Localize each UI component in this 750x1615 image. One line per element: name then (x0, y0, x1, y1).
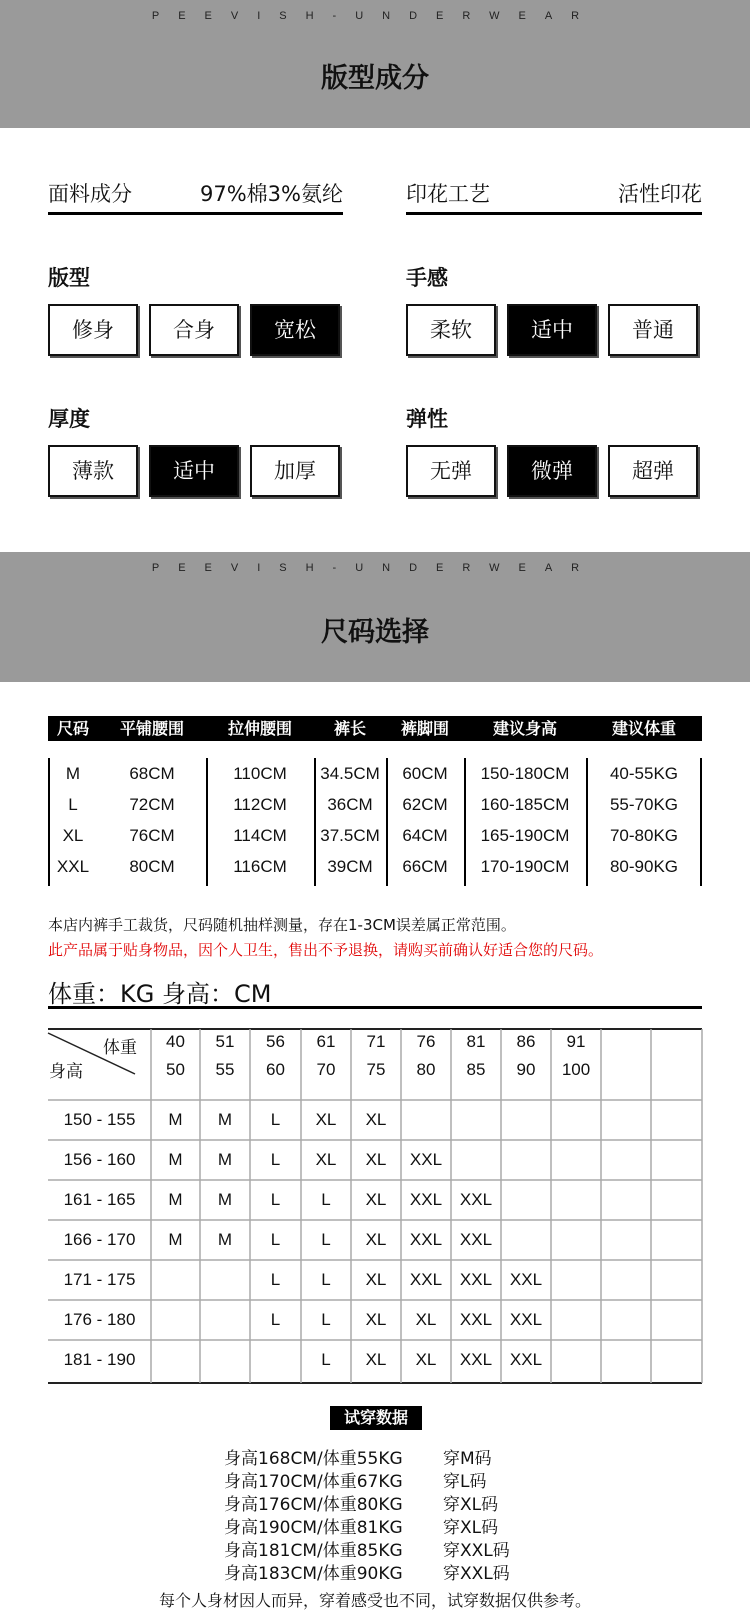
size-cell: 36CM (327, 795, 373, 814)
tryon-measure: 身高181CM/体重85KG (224, 1541, 403, 1561)
grid-weight-from: 81 (466, 1032, 486, 1051)
grid-size-cell: XL (365, 1230, 387, 1249)
grid-height-label: 176 - 180 (63, 1310, 136, 1329)
grid-size-cell: XXL (509, 1350, 543, 1369)
grid-weight-from: 91 (566, 1032, 586, 1051)
fabric-value: 97%棉3%氨纶 (200, 182, 343, 206)
grid-size-cell: M (168, 1190, 183, 1209)
tryon-size: 穿L码 (443, 1472, 487, 1492)
thickness-option-1[interactable]: 适中 (149, 445, 239, 497)
grid-weight-to: 100 (561, 1060, 591, 1079)
tryon-measure: 身高190CM/体重81KG (224, 1518, 403, 1538)
grid-weight-to: 80 (416, 1060, 436, 1079)
grid-size-cell: L (270, 1150, 281, 1169)
fit-label: 版型 (48, 266, 90, 290)
grid-height-label: 156 - 160 (63, 1150, 136, 1169)
grid-size-cell: M (217, 1150, 233, 1169)
grid-size-cell: XL (365, 1110, 387, 1129)
grid-size-cell: XL (365, 1350, 387, 1369)
grid-weight-from: 56 (266, 1032, 285, 1051)
size-cell: 34.5CM (320, 764, 380, 783)
size-header-6: 建议体重 (611, 719, 676, 738)
grid-size-cell: L (270, 1310, 281, 1329)
size-cell: XXL (56, 857, 90, 876)
feel-option-1[interactable]: 适中 (507, 304, 597, 356)
grid-size-cell: XXL (459, 1310, 493, 1329)
grid-size-cell: L (270, 1230, 281, 1249)
elasticity-option-2[interactable]: 超弹 (608, 445, 698, 497)
tryon-title: 试穿数据 (330, 1406, 422, 1430)
fit-option-1[interactable]: 合身 (149, 304, 239, 356)
grid-weight-from: 51 (215, 1032, 235, 1051)
grid-height-label: 166 - 170 (63, 1230, 136, 1249)
size-cell: 114CM (233, 826, 287, 845)
size-cell: 165-190CM (480, 826, 570, 845)
size-header-3: 裤长 (333, 719, 366, 738)
size-cell: 66CM (402, 857, 448, 876)
size-cell: 160-185CM (480, 795, 570, 814)
size-cell: 40-55KG (609, 764, 679, 783)
size-cell: M (65, 764, 81, 783)
print-label: 印花工艺 (406, 182, 490, 206)
grid-size-cell: M (217, 1230, 233, 1249)
size-cell: 112CM (233, 795, 287, 814)
grid-size-cell: M (168, 1230, 183, 1249)
thickness-label: 厚度 (48, 407, 90, 431)
grid-size-cell: XXL (409, 1230, 443, 1249)
grid-size-cell: M (168, 1110, 183, 1129)
size-cell: 37.5CM (320, 826, 380, 845)
size-cell: 80-90KG (609, 857, 679, 876)
size-header-4: 裤脚围 (400, 719, 449, 738)
grid-size-cell: L (321, 1270, 331, 1289)
grid-size-cell: L (270, 1270, 281, 1289)
grid-size-cell: XL (365, 1150, 387, 1169)
feel-option-2[interactable]: 普通 (608, 304, 698, 356)
size-cell: 62CM (402, 795, 448, 814)
tryon-measure: 身高183CM/体重90KG (224, 1564, 403, 1584)
grid-size-cell: XL (415, 1350, 437, 1369)
size-cell: 60CM (402, 764, 448, 783)
grid-size-cell: XXL (509, 1270, 543, 1289)
feel-label: 手感 (406, 266, 448, 290)
size-cell: 150-180CM (480, 764, 570, 783)
grid-size-cell: M (168, 1150, 183, 1169)
grid-size-cell: XXL (459, 1190, 493, 1209)
size-cell: L (68, 795, 78, 814)
grid-size-cell: M (217, 1190, 233, 1209)
grid-weight-to: 55 (215, 1060, 235, 1079)
grid-corner-height: 身高 (49, 1062, 83, 1081)
grid-weight-from: 76 (416, 1032, 436, 1051)
grid-size-cell: XL (315, 1110, 337, 1129)
return-policy-note: 此产品属于贴身物品，因个人卫生，售出不予退换，请购买前确认好适合您的尺码。 (48, 941, 604, 959)
elasticity-label: 弹性 (406, 407, 448, 431)
fit-option-0[interactable]: 修身 (48, 304, 138, 356)
size-cell: 110CM (233, 764, 287, 783)
thickness-option-0[interactable]: 薄款 (48, 445, 138, 497)
size-header-5: 建议身高 (492, 719, 557, 738)
grid-size-cell: XL (315, 1150, 337, 1169)
grid-size-cell: XXL (409, 1190, 443, 1209)
tryon-measure: 身高176CM/体重80KG (224, 1495, 403, 1515)
grid-size-cell: XXL (459, 1230, 493, 1249)
print-value: 活性印花 (618, 182, 702, 206)
grid-size-cell: L (270, 1190, 281, 1209)
measurement-note: 本店内裤手工裁货，尺码随机抽样测量，存在1-3CM误差属正常范围。 (48, 916, 516, 934)
size-header-0: 尺码 (56, 719, 89, 738)
grid-size-cell: XXL (409, 1150, 443, 1169)
grid-size-cell: XL (365, 1310, 387, 1329)
grid-size-cell: XXL (409, 1270, 443, 1289)
grid-weight-to: 60 (266, 1060, 285, 1079)
unit-line: 体重：KG 身高：CM (48, 974, 702, 1009)
size-cell: 55-70KG (609, 795, 679, 814)
size-cell: XL (62, 826, 84, 845)
grid-weight-to: 90 (516, 1060, 536, 1079)
grid-size-cell: L (321, 1350, 331, 1369)
grid-weight-from: 61 (316, 1032, 336, 1051)
grid-height-label: 181 - 190 (63, 1350, 136, 1369)
brand-text-2: PEEVISH-UNDERWEAR (151, 562, 599, 574)
fabric-label: 面料成分 (48, 182, 132, 206)
grid-size-cell: XL (365, 1270, 387, 1289)
thickness-option-2[interactable]: 加厚 (250, 445, 340, 497)
grid-size-cell: XXL (459, 1350, 493, 1369)
size-cell: 70-80KG (609, 826, 679, 845)
size-header-1: 平铺腰围 (119, 719, 184, 738)
grid-weight-from: 40 (166, 1032, 185, 1051)
size-cell: 80CM (129, 857, 175, 876)
grid-size-cell: L (321, 1190, 331, 1209)
tryon-size: 穿XXL码 (443, 1564, 510, 1584)
tryon-size: 穿XXL码 (443, 1541, 510, 1561)
brand-text: PEEVISH-UNDERWEAR (151, 10, 599, 22)
tryon-size: 穿M码 (443, 1449, 492, 1469)
grid-size-cell: XL (415, 1310, 437, 1329)
grid-height-label: 150 - 155 (63, 1110, 136, 1129)
feel-option-0[interactable]: 柔软 (406, 304, 496, 356)
tryon-size: 穿XL码 (443, 1518, 499, 1538)
grid-size-cell: L (321, 1310, 331, 1329)
grid-weight-to: 50 (166, 1060, 185, 1079)
grid-height-label: 171 - 175 (63, 1270, 136, 1289)
grid-weight-to: 70 (316, 1060, 336, 1079)
grid-weight-to: 85 (466, 1060, 486, 1079)
grid-size-cell: L (270, 1110, 281, 1129)
tryon-footer: 每个人身材因人而异，穿着感受也不同，试穿数据仅供参考。 (158, 1591, 591, 1610)
size-header-2: 拉伸腰围 (227, 719, 292, 738)
tryon-measure: 身高170CM/体重67KG (224, 1472, 403, 1492)
size-cell: 170-190CM (480, 857, 570, 876)
grid-weight-from: 71 (366, 1032, 386, 1051)
grid-height-label: 161 - 165 (63, 1190, 136, 1209)
grid-size-cell: XXL (459, 1270, 493, 1289)
section-title-size: 尺码选择 (321, 617, 429, 648)
elasticity-option-1[interactable]: 微弹 (507, 445, 597, 497)
grid-size-cell: XXL (509, 1310, 543, 1329)
size-cell: 76CM (129, 826, 175, 845)
size-cell: 64CM (402, 826, 448, 845)
elasticity-option-0[interactable]: 无弹 (406, 445, 496, 497)
grid-corner-weight: 体重 (103, 1038, 137, 1057)
grid-size-cell: L (321, 1230, 331, 1249)
grid-size-cell: XL (365, 1190, 387, 1209)
size-cell: 68CM (129, 764, 175, 783)
grid-weight-to: 75 (366, 1060, 386, 1079)
grid-size-cell: M (217, 1110, 233, 1129)
tryon-size: 穿XL码 (443, 1495, 499, 1515)
grid-weight-from: 86 (516, 1032, 536, 1051)
size-cell: 116CM (233, 857, 287, 876)
size-cell: 39CM (327, 857, 373, 876)
fit-option-2[interactable]: 宽松 (250, 304, 340, 356)
tryon-measure: 身高168CM/体重55KG (224, 1449, 403, 1469)
section-title-fit: 版型成分 (321, 63, 429, 94)
size-cell: 72CM (129, 795, 175, 814)
